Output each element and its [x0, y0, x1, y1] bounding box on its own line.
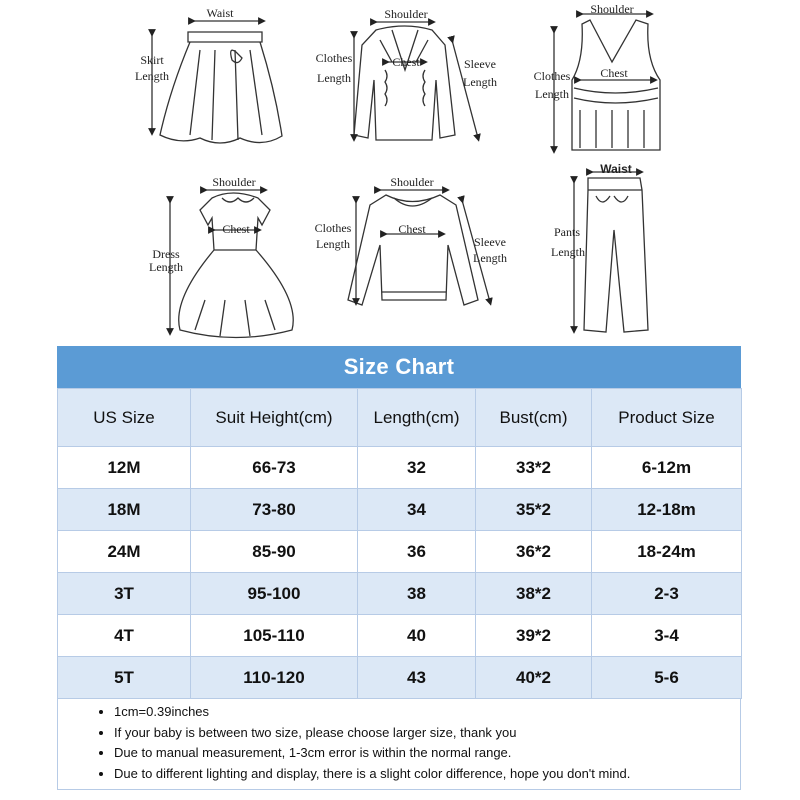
label-jacket-chest: Chest	[392, 55, 420, 69]
table-cell: 38	[358, 573, 476, 615]
label-jacket-shoulder: Shoulder	[384, 7, 428, 21]
table-cell: 36*2	[476, 531, 592, 573]
table-cell: 105-110	[191, 615, 358, 657]
label-vest-chest: Chest	[600, 66, 628, 80]
table-cell: 40	[358, 615, 476, 657]
label-vest-clothes-1: Clothes	[533, 69, 571, 83]
measurement-diagrams	[0, 0, 800, 340]
table-row	[58, 531, 742, 573]
label-jacket-clothes-1: Clothes	[315, 51, 353, 65]
label-skirt-waist: Waist	[206, 6, 234, 20]
table-cell: 34	[358, 489, 476, 531]
jacket-illustration	[354, 22, 478, 140]
table-cell: 32	[358, 447, 476, 489]
table-cell: 35*2	[476, 489, 592, 531]
table-cell: 24M	[58, 531, 191, 573]
skirt-illustration	[152, 21, 282, 143]
table-cell: 4T	[58, 615, 191, 657]
label-pants-length-2: Length	[551, 245, 585, 259]
table-cell: 95-100	[191, 573, 358, 615]
label-dress-chest: Chest	[222, 222, 250, 236]
table-row	[58, 489, 742, 531]
table-cell: 6-12m	[592, 447, 742, 489]
table-row	[58, 447, 742, 489]
garment-illustrations	[0, 0, 800, 340]
column-header-length: Length(cm)	[358, 389, 476, 447]
label-pants-length-1: Pants	[553, 225, 581, 239]
table-row	[58, 615, 742, 657]
label-sweater-sleeve-2: Length	[473, 251, 507, 265]
label-sweater-clothes-2: Length	[316, 237, 350, 251]
label-skirt-length-1: Skirt	[140, 53, 164, 67]
label-jacket-clothes-2: Length	[317, 71, 351, 85]
note-item: • Due to manual measurement, 1-3cm error is within the normal range.	[114, 743, 740, 764]
dress-illustration	[170, 190, 293, 338]
label-sweater-clothes-1: Clothes	[314, 221, 352, 235]
label-pants-waist: Waist	[600, 162, 632, 176]
size-table	[57, 388, 742, 699]
label-jacket-sleeve-2: Length	[463, 75, 497, 89]
label-skirt-length-2: Length	[135, 69, 169, 83]
table-cell: 3T	[58, 573, 191, 615]
note-item: • 1cm=0.39inches	[114, 702, 740, 723]
label-dress-shoulder: Shoulder	[212, 175, 256, 189]
table-row	[58, 657, 742, 699]
table-cell: 18-24m	[592, 531, 742, 573]
table-cell: 12-18m	[592, 489, 742, 531]
note-item: • Due to different lighting and display, there is a slight color difference, hope you don't mind.	[114, 764, 740, 785]
table-cell: 3-4	[592, 615, 742, 657]
label-jacket-sleeve-1: Sleeve	[464, 57, 496, 71]
label-vest-shoulder: Shoulder	[590, 2, 634, 16]
table-cell: 33*2	[476, 447, 592, 489]
column-header-us-size: US Size	[58, 389, 191, 447]
label-sweater-chest: Chest	[398, 222, 426, 236]
table-cell: 39*2	[476, 615, 592, 657]
table-cell: 5-6	[592, 657, 742, 699]
table-row	[58, 573, 742, 615]
size-chart-title: Size Chart	[57, 346, 741, 388]
note-item: • If your baby is between two size, please choose larger size, thank you	[114, 723, 740, 744]
pants-illustration	[574, 172, 648, 332]
table-cell: 43	[358, 657, 476, 699]
table-cell: 85-90	[191, 531, 358, 573]
table-cell: 5T	[58, 657, 191, 699]
table-cell: 40*2	[476, 657, 592, 699]
table-cell: 38*2	[476, 573, 592, 615]
label-sweater-shoulder: Shoulder	[390, 175, 434, 189]
notes-list	[58, 702, 740, 784]
column-header-bust: Bust(cm)	[476, 389, 592, 447]
size-chart	[57, 346, 741, 790]
table-cell: 18M	[58, 489, 191, 531]
label-sweater-sleeve-1: Sleeve	[474, 235, 506, 249]
table-cell: 12M	[58, 447, 191, 489]
table-cell: 36	[358, 531, 476, 573]
table-cell: 2-3	[592, 573, 742, 615]
table-cell: 73-80	[191, 489, 358, 531]
label-dress-length-2: Length	[149, 260, 183, 274]
table-cell: 110-120	[191, 657, 358, 699]
label-vest-clothes-2: Length	[535, 87, 569, 101]
sweater-illustration	[348, 190, 490, 305]
column-header-product-size: Product Size	[592, 389, 742, 447]
table-header-row	[58, 389, 742, 447]
table-cell: 66-73	[191, 447, 358, 489]
size-notes	[57, 699, 741, 790]
column-header-suit-height: Suit Height(cm)	[191, 389, 358, 447]
label-dress-length-1: Dress	[152, 247, 180, 261]
